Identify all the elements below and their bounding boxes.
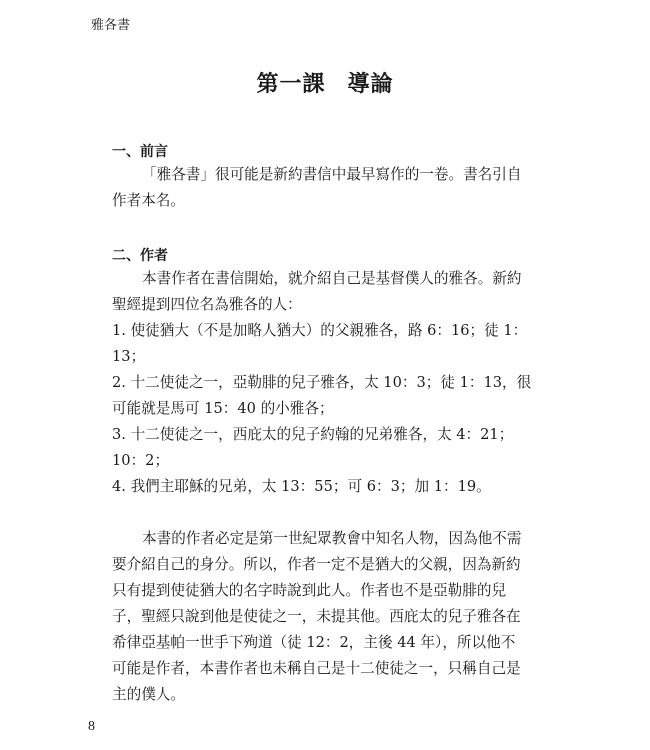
paragraph-line: 聖經提到四位名為雅各的人： bbox=[112, 296, 302, 313]
paragraph-line: 主的僕人。 bbox=[112, 686, 185, 703]
paragraph-line: 本書的作者必定是第一世紀眾教會中知名人物，因為他不需 bbox=[142, 530, 522, 547]
lesson-title bbox=[0, 70, 650, 100]
page-body bbox=[112, 142, 544, 708]
section-preface bbox=[112, 142, 544, 214]
paragraph-line: 可能是作者，本書作者也未稱自己是十二使徒之一，只稱自己是 bbox=[112, 660, 521, 677]
section-author bbox=[112, 246, 544, 708]
paragraph-line: 「雅各書」很可能是新約書信中最早寫作的一卷。書名引自 bbox=[142, 166, 522, 183]
list-item-line: 2. 十二使徒之一，亞勒腓的兒子雅各，太 10：3；徒 1：13，很 bbox=[112, 374, 532, 391]
page-number: 8 bbox=[88, 719, 95, 734]
paragraph-line: 作者本名。 bbox=[112, 192, 185, 209]
list-item-line: 1. 使徒猶大（不是加略人猶大）的父親雅各，路 6：16；徒 1： bbox=[112, 322, 528, 339]
lesson-number: 第一課 bbox=[256, 72, 326, 97]
section-heading-author: 二、作者 bbox=[112, 248, 168, 264]
list-item-line: 3. 十二使徒之一，西庇太的兒子約翰的兄弟雅各，太 4：21； bbox=[112, 426, 514, 443]
list-item-line: 4. 我們主耶穌的兄弟，太 13：55；可 6：3；加 1：19。 bbox=[112, 478, 491, 495]
list-james-candidates bbox=[112, 318, 544, 500]
section-heading-preface: 一、前言 bbox=[112, 144, 168, 160]
list-item-line: 可能就是馬可 15：40 的小雅各； bbox=[112, 400, 334, 417]
paragraph-line: 只有提到使徒猶大的名字時說到此人。作者也不是亞勒腓的兒 bbox=[112, 582, 507, 599]
paragraph-line: 要介紹自己的身分。所以，作者一定不是猶大的父親，因為新約 bbox=[112, 556, 521, 573]
author-conclusion-paragraph bbox=[112, 526, 544, 708]
list-item-line: 13； bbox=[112, 348, 146, 365]
list-item-line: 10：2； bbox=[112, 452, 170, 469]
section-spacer bbox=[112, 214, 544, 246]
paragraph-line: 子，聖經只說到他是使徒之一，未提其他。西庇太的兒子雅各在 bbox=[112, 608, 521, 625]
paragraph-spacer bbox=[112, 500, 544, 526]
running-head: 雅各書 bbox=[91, 18, 131, 33]
paragraph-line: 希律亞基帕一世手下殉道（徒 12：2，主後 44 年），所以他不 bbox=[112, 634, 516, 651]
lesson-name: 導論 bbox=[347, 72, 394, 97]
paragraph-line: 本書作者在書信開始，就介紹自己是基督僕人的雅各。新約 bbox=[142, 270, 522, 287]
